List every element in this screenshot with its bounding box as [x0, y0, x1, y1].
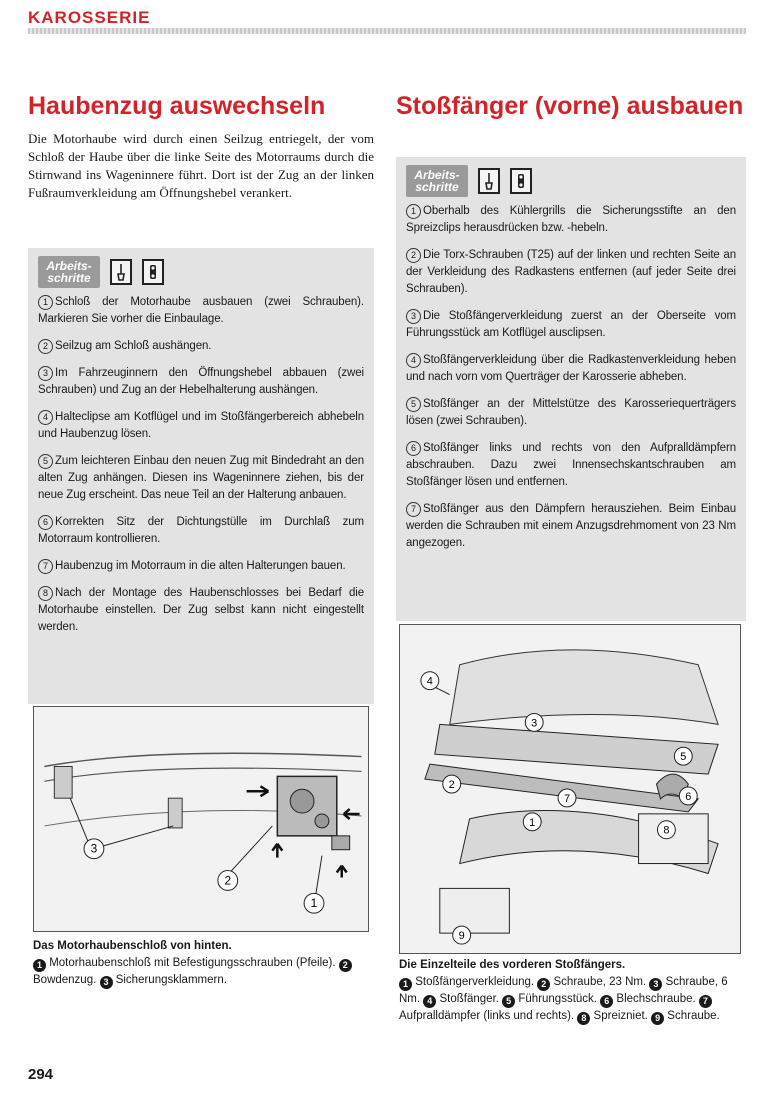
caption-number: 2 [339, 959, 352, 972]
right-figure-label-5: 5 [680, 751, 687, 764]
caption-text: Sicherungsklammern. [115, 974, 227, 986]
step-item [38, 409, 364, 443]
right-caption-title: Die Einzelteile des vorderen Stoßfängers. [399, 959, 626, 971]
left-caption-items [33, 957, 352, 986]
step-text: Seilzug am Schloß aushängen. [55, 340, 212, 352]
caption-item [502, 993, 600, 1005]
caption-number: 1 [33, 959, 46, 972]
step-item [38, 585, 364, 636]
caption-number: 4 [423, 995, 436, 1008]
caption-text: Motorhaubenschloß mit Befestigungsschrauben (Pfeile). [49, 957, 336, 969]
bumper-exploded-illustration [400, 625, 740, 953]
step-number: 5 [406, 397, 421, 412]
right-figure-label-3: 3 [531, 717, 538, 730]
left-steps-header [38, 256, 364, 288]
step-number: 1 [38, 295, 53, 310]
step-item [406, 203, 736, 237]
step-number: 2 [406, 248, 421, 263]
right-figure-label-1: 1 [529, 816, 536, 829]
step-text: Stoßfänger aus den Dämpfern herausziehen. Beim Einbau werden die Schrauben mit einem Anzugsdrehmoment von 23 Nm angezogen. [406, 503, 736, 549]
right-steps-badge [406, 165, 468, 197]
badge-text: Arbeits- schritte [46, 259, 92, 285]
step-item [406, 308, 736, 342]
header-band [28, 28, 746, 34]
step-item [406, 501, 736, 552]
right-figure-label-8: 8 [663, 824, 670, 837]
right-title: Stoßfänger (vorne) ausbauen [396, 92, 744, 120]
caption-item [600, 993, 699, 1005]
step-number: 3 [406, 309, 421, 324]
caption-text: Schraube. [667, 1010, 720, 1022]
step-text: Im Fahrzeuginnern den Öffnungshebel abbauen (zwei Schrauben) und Zug an der Hebelhalterung aushängen. [38, 367, 364, 396]
step-number: 6 [38, 515, 53, 530]
step-item [38, 558, 364, 575]
right-figure-label-7: 7 [563, 792, 571, 805]
caption-item [537, 976, 649, 988]
step-number: 3 [38, 366, 53, 381]
wrench-icon [510, 168, 532, 194]
right-figure-label-2: 2 [448, 779, 455, 792]
step-text: Stoßfänger an der Mittelstütze des Karosseriequerträgers lösen (zwei Schrauben). [406, 398, 736, 427]
caption-number: 3 [100, 976, 113, 989]
step-text: Die Stoßfängerverkleidung zuerst an der Oberseite vom Führungsstück am Kotflügel ausclipsen. [406, 310, 736, 339]
step-text: Stoßfängerverkleidung über die Radkastenverkleidung heben und nach vorn vom Querträger der Karosserie abheben. [406, 354, 736, 383]
right-caption-items [399, 976, 728, 1022]
left-steps-list [38, 294, 364, 636]
caption-number: 9 [651, 1012, 664, 1025]
left-steps-panel [28, 248, 374, 704]
caption-item [423, 993, 502, 1005]
left-intro: Die Motorhaube wird durch einen Seilzug entriegelt, der vom Schloß der Haube über die linke Seite des Motorraums durch die Stirnwand ins Wageninnere führt. Dort ist der Zug an der linken Fußraumverkleidung am Öffnungshebel verankert. [28, 131, 374, 200]
right-figure [399, 624, 741, 954]
page-number: 294 [28, 1066, 54, 1083]
screwdriver-icon [110, 259, 132, 285]
step-text: Korrekten Sitz der Dichtungstülle im Durchlaß zum Motorraum kontrollieren. [38, 516, 364, 545]
step-number: 6 [406, 441, 421, 456]
step-number: 7 [38, 559, 53, 574]
step-text: Halteclipse am Kotflügel und im Stoßfängerbereich abhebeln und Haubenzug lösen. [38, 411, 364, 440]
right-figure-label-6: 6 [685, 790, 692, 803]
caption-text: Bowdenzug. [33, 974, 97, 986]
caption-text: Stoßfänger. [439, 993, 499, 1005]
section-header: KAROSSERIE [28, 8, 151, 27]
caption-item [651, 1010, 720, 1022]
step-item [38, 365, 364, 399]
step-item [406, 396, 736, 430]
caption-text: Schraube, 6 Nm. [399, 976, 728, 1005]
caption-number: 6 [600, 995, 613, 1008]
step-item [406, 440, 736, 491]
badge-text: Arbeits- schritte [414, 168, 460, 194]
caption-number: 1 [399, 978, 412, 991]
step-number: 4 [406, 353, 421, 368]
caption-text: Aufpralldämpfer (links und rechts). [399, 1010, 575, 1022]
caption-text: Spreizniet. [593, 1010, 648, 1022]
step-text: Oberhalb des Kühlergrills die Sicherungsstifte an den Spreizclips herausdrücken bzw. -hebeln. [406, 205, 736, 234]
left-caption [33, 938, 369, 989]
wrench-icon [142, 259, 164, 285]
step-text: Nach der Montage des Haubenschlosses bei Bedarf die Motorhaube einstellen. Der Zug selbst kann nicht eingestellt werden. [38, 587, 364, 633]
left-title: Haubenzug auswechseln [28, 92, 326, 120]
hood-lock-illustration [34, 707, 368, 931]
step-number: 8 [38, 586, 53, 601]
caption-number: 5 [502, 995, 515, 1008]
caption-text: Führungsstück. [518, 993, 597, 1005]
step-text: Stoßfänger links und rechts von den Aufpralldämpfern abschrauben. Dazu zwei Innensechskantschrauben am Stoßfänger lösen und entfernen. [406, 442, 736, 488]
step-number: 4 [38, 410, 53, 425]
caption-number: 3 [649, 978, 662, 991]
right-steps-panel [396, 157, 746, 621]
caption-text: Blechschraube. [616, 993, 696, 1005]
right-caption [399, 957, 741, 1025]
caption-text: Stoßfängerverkleidung. [415, 976, 535, 988]
right-steps-list [406, 203, 736, 552]
step-text: Zum leichteren Einbau den neuen Zug mit Bindedraht an den alten Zug anhängen. Diesen ins Wageninnere ziehen, bis der neue Zug erscheint. Das neue Teil an der Halterung anbauen. [38, 455, 364, 501]
step-number: 2 [38, 339, 53, 354]
screwdriver-icon [478, 168, 500, 194]
left-figure-label-2: 2 [224, 873, 232, 888]
caption-item [577, 1010, 651, 1022]
caption-item [100, 974, 227, 986]
caption-item [33, 957, 339, 969]
caption-number: 2 [537, 978, 550, 991]
caption-number: 8 [577, 1012, 590, 1025]
step-item [38, 338, 364, 355]
step-number: 7 [406, 502, 421, 517]
step-item [406, 247, 736, 298]
caption-number: 7 [699, 995, 712, 1008]
step-text: Haubenzug im Motorraum in die alten Halterungen bauen. [55, 560, 346, 572]
step-item [406, 352, 736, 386]
left-figure [33, 706, 369, 932]
step-text: Die Torx-Schrauben (T25) auf der linken und rechten Seite an der Verkleidung des Radkastens entfernen (auf jeder Seite drei Schrauben). [406, 249, 736, 295]
left-figure-label-1: 1 [310, 896, 318, 911]
right-steps-header [406, 165, 736, 197]
right-figure-label-9: 9 [458, 930, 465, 943]
step-item [38, 514, 364, 548]
step-item [38, 294, 364, 328]
step-item [38, 453, 364, 504]
right-figure-label-4: 4 [426, 675, 433, 688]
caption-item [399, 976, 537, 988]
left-figure-label-3: 3 [90, 841, 98, 856]
step-text: Schloß der Motorhaube ausbauen (zwei Schrauben). Markieren Sie vorher die Einbaulage. [38, 296, 364, 325]
step-number: 5 [38, 454, 53, 469]
left-steps-badge [38, 256, 100, 288]
step-number: 1 [406, 204, 421, 219]
caption-text: Schraube, 23 Nm. [553, 976, 647, 988]
left-caption-title: Das Motorhaubenschloß von hinten. [33, 940, 232, 952]
